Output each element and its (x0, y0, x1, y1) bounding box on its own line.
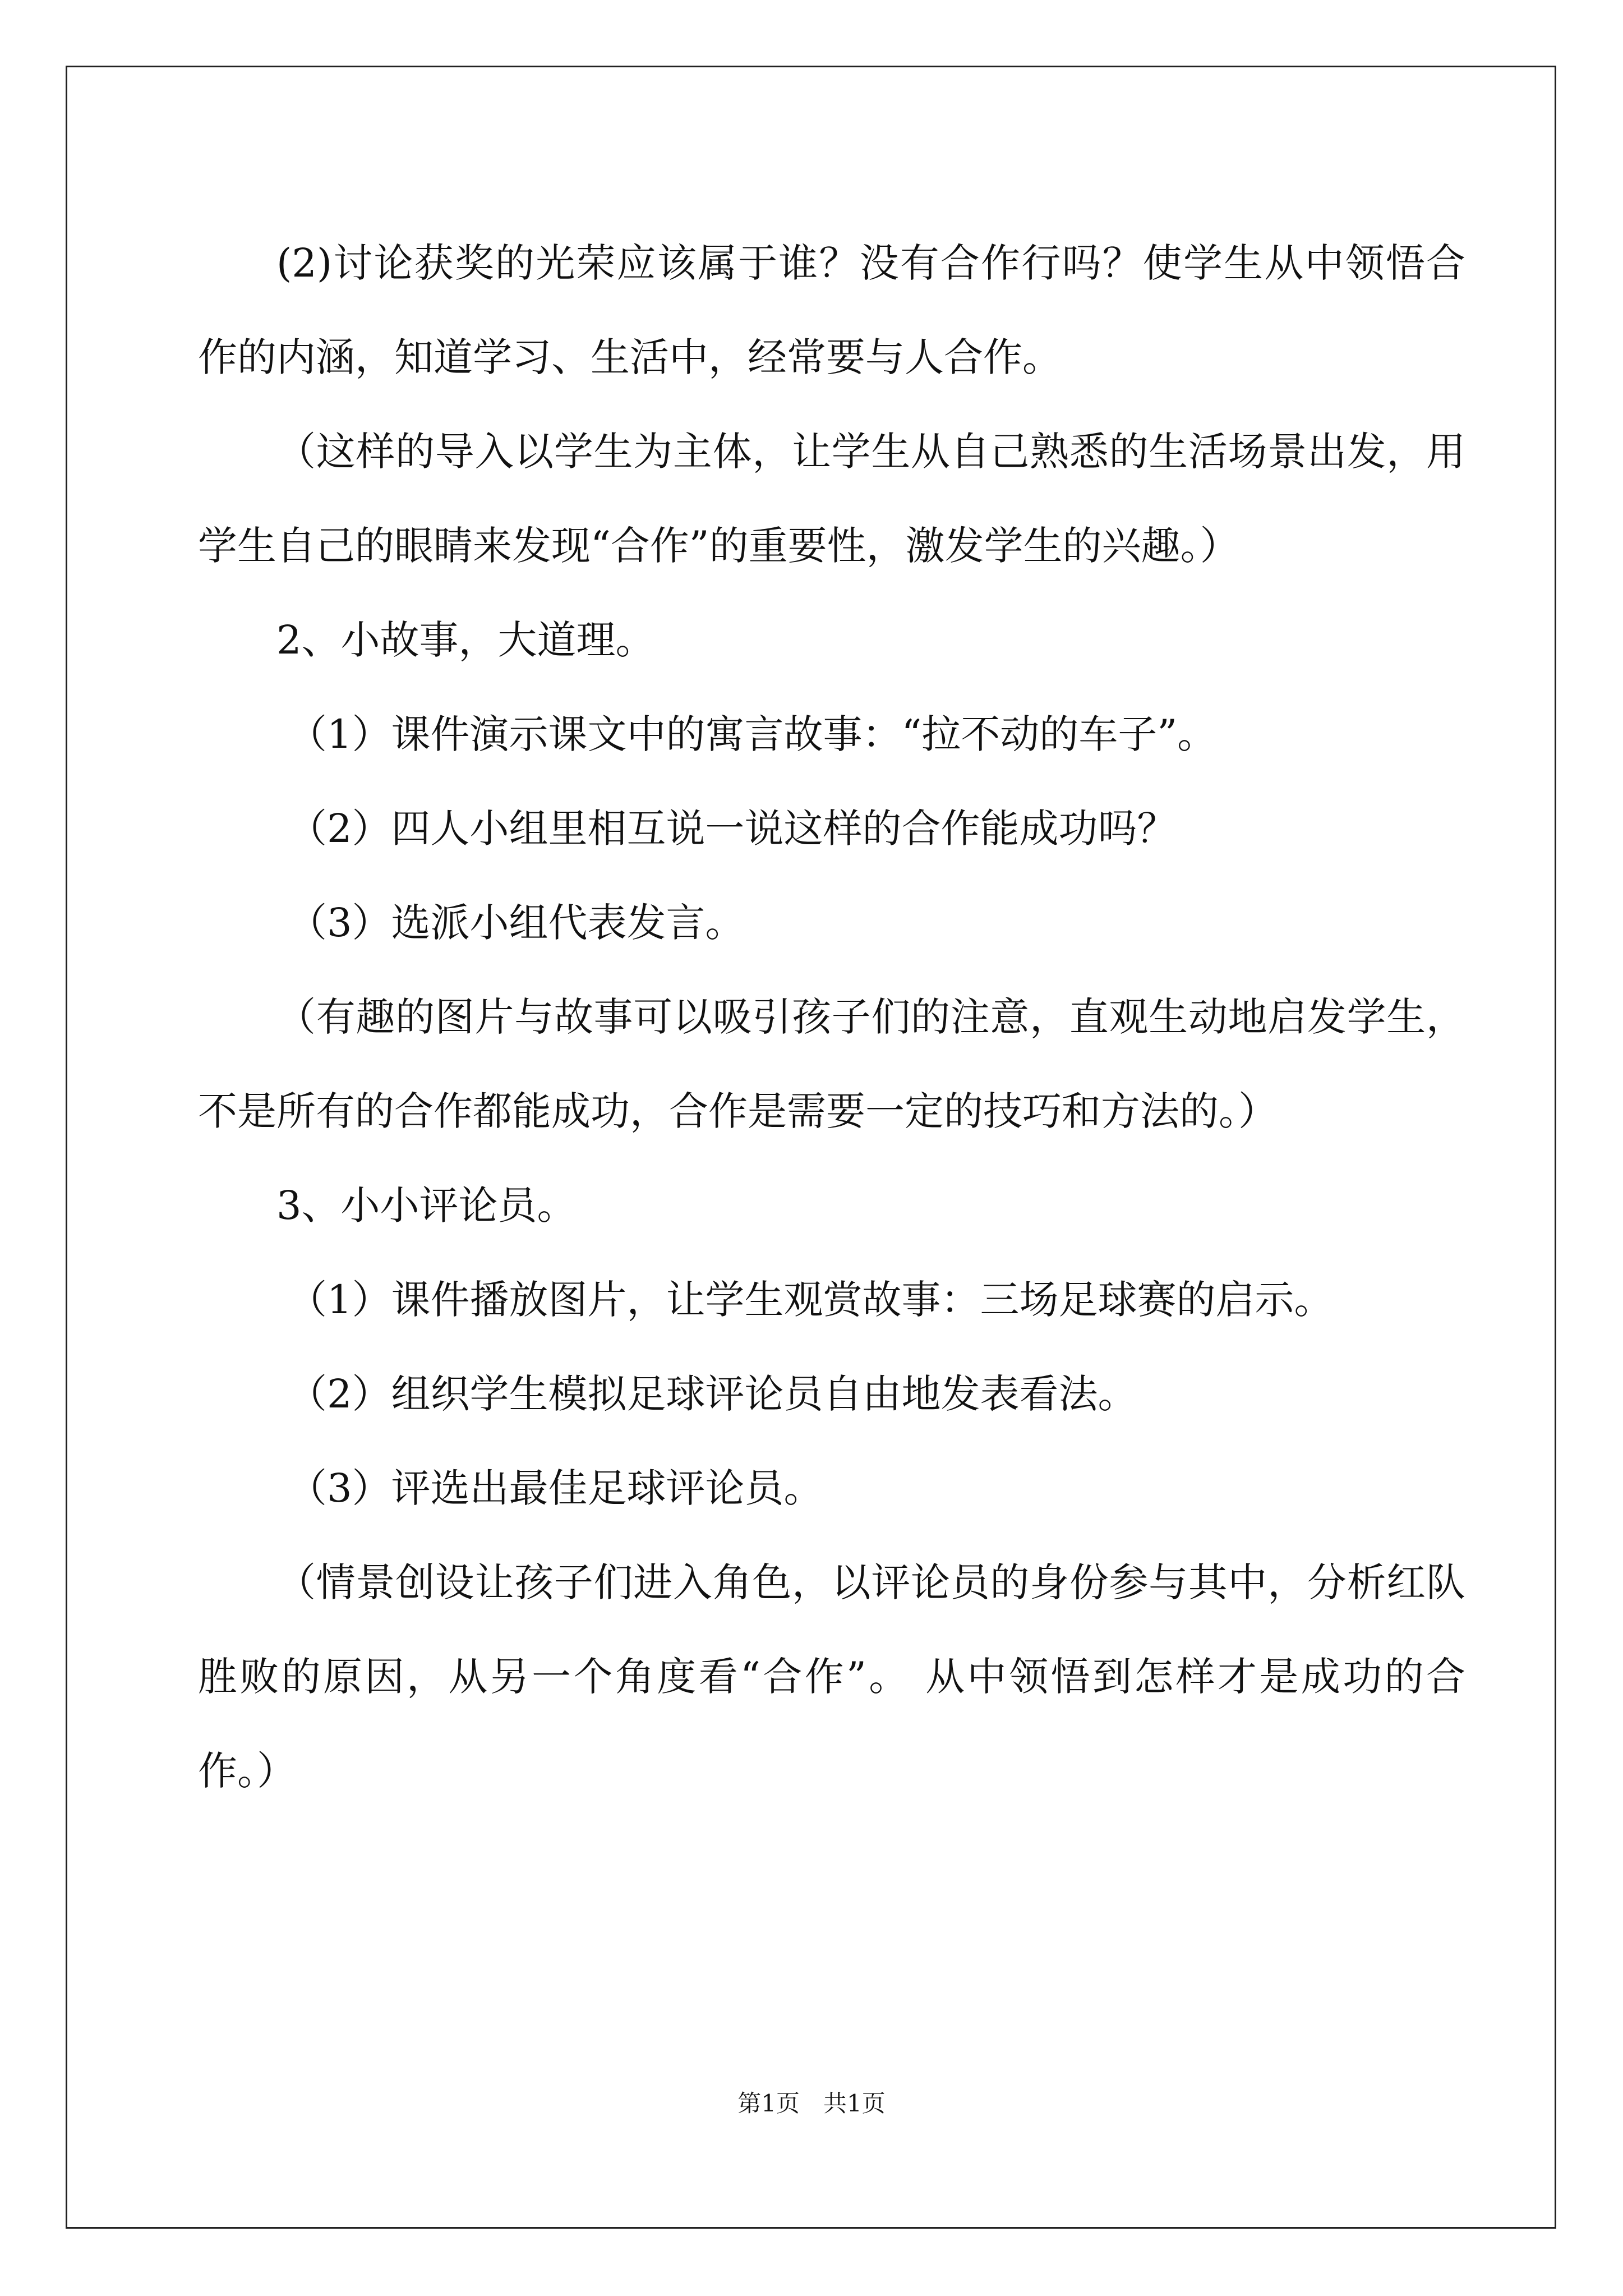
list-item-commentator-3: （3）评选出最佳足球评论员。 (288, 1465, 823, 1511)
list-item-story-2: （2）四人小组里相互说一说这样的合作能成功吗？ (288, 806, 1177, 852)
document-body (198, 216, 1465, 1818)
paragraph-discussion: (2)讨论获奖的光荣应该属于谁？没有合作行吗？使学生从中领悟合作的内涵，知道学习、生活中，经常要与人合作。 (198, 240, 1465, 380)
paragraph-intro-note: （这样的导入以学生为主体，让学生从自己熟悉的生活场景出发，用学生自己的眼睛来发现“合作”的重要性，激发学生的兴趣。） (198, 429, 1465, 569)
list-item-commentator-1: （1）课件播放图片，让学生观赏故事：三场足球赛的启示。 (288, 1277, 1334, 1323)
list-item-story-1: （1）课件演示课文中的寓言故事：“拉不动的车子”。 (288, 711, 1217, 757)
section-heading-story: 2、小故事，大道理。 (276, 617, 655, 663)
page-number-footer: 第1页 共1页 (737, 2090, 886, 2117)
paragraph-story-note: （有趣的图片与故事可以吸引孩子们的注意，直观生动地启发学生，不是所有的合作都能成功，合作是需要一定的技巧和方法的。） (198, 994, 1465, 1134)
list-item-story-3: （3）选派小组代表发言。 (288, 900, 745, 946)
paragraph-commentator-note: （情景创设让孩子们进入角色，以评论员的身份参与其中，分析红队胜败的原因，从另一个角度看“合作”。 从中领悟到怎样才是成功的合作。） (198, 1559, 1465, 1794)
section-heading-commentator: 3、小小评论员。 (276, 1182, 577, 1228)
list-item-commentator-2: （2）组织学生模拟足球评论员自由地发表看法。 (288, 1371, 1137, 1417)
